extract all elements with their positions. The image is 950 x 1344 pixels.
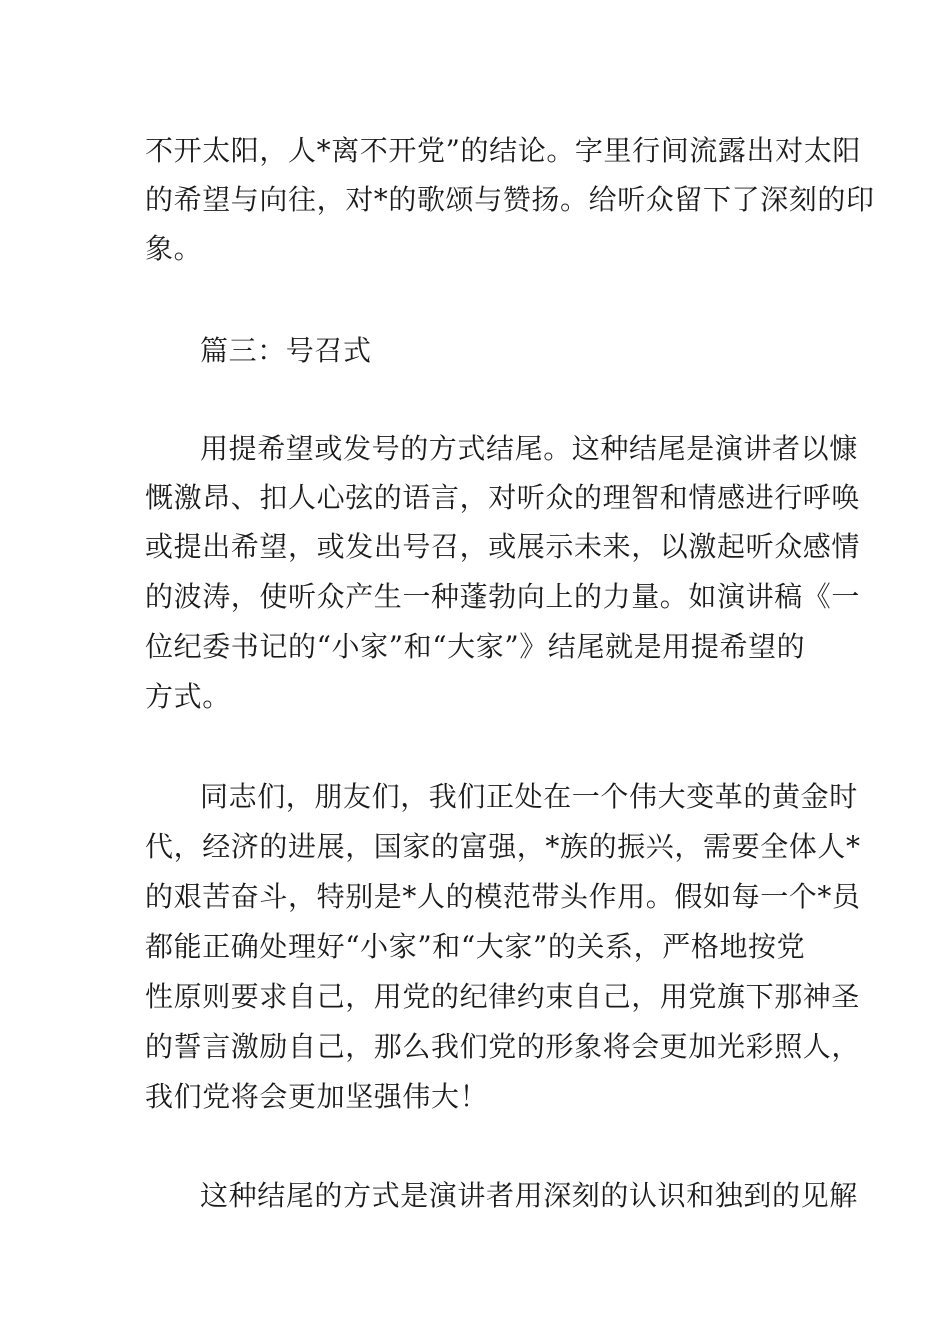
text-line: 的波涛，使听众产生一种蓬勃向上的力量。如演讲稿《一 (145, 580, 861, 613)
text-line: 代，经济的进展，国家的富强，*族的振兴，需要全体人* (145, 830, 861, 863)
text-line: 我们党将会更加坚强伟大！ (145, 1080, 489, 1113)
text-line: 同志们，朋友们，我们正处在一个伟大变革的黄金时 (200, 780, 858, 813)
text-line: 都能正确处理好“小家”和“大家”的关系，严格地按党 (145, 930, 806, 963)
text-line: 用提希望或发号的方式结尾。这种结尾是演讲者以慷 (200, 432, 858, 465)
text-line: 的希望与向往，对*的歌颂与赞扬。给听众留下了深刻的印 (145, 183, 875, 216)
text-line: 性原则要求自己，用党的纪律约束自己，用党旗下那神圣 (145, 980, 861, 1013)
text-line: 的誓言激励自己，那么我们党的形象将会更加光彩照人， (145, 1030, 861, 1063)
text-line: 不开太阳，人*离不开党”的结论。字里行间流露出对太阳 (145, 134, 861, 167)
text-line: 位纪委书记的“小家”和“大家”》结尾就是用提希望的 (145, 630, 806, 663)
text-line: 的艰苦奋斗，特别是*人的模范带头作用。假如每一个*员 (145, 880, 861, 913)
section-heading: 篇三：号召式 (200, 334, 372, 367)
text-line: 这种结尾的方式是演讲者用深刻的认识和独到的见解 (200, 1179, 858, 1212)
text-line: 方式。 (145, 680, 231, 713)
text-line: 象。 (145, 232, 203, 265)
text-line: 或提出希望，或发出号召，或展示未来，以激起听众感情 (145, 530, 861, 563)
text-line: 慨激昂、扣人心弦的语言，对听众的理智和情感进行呼唤 (145, 481, 861, 514)
